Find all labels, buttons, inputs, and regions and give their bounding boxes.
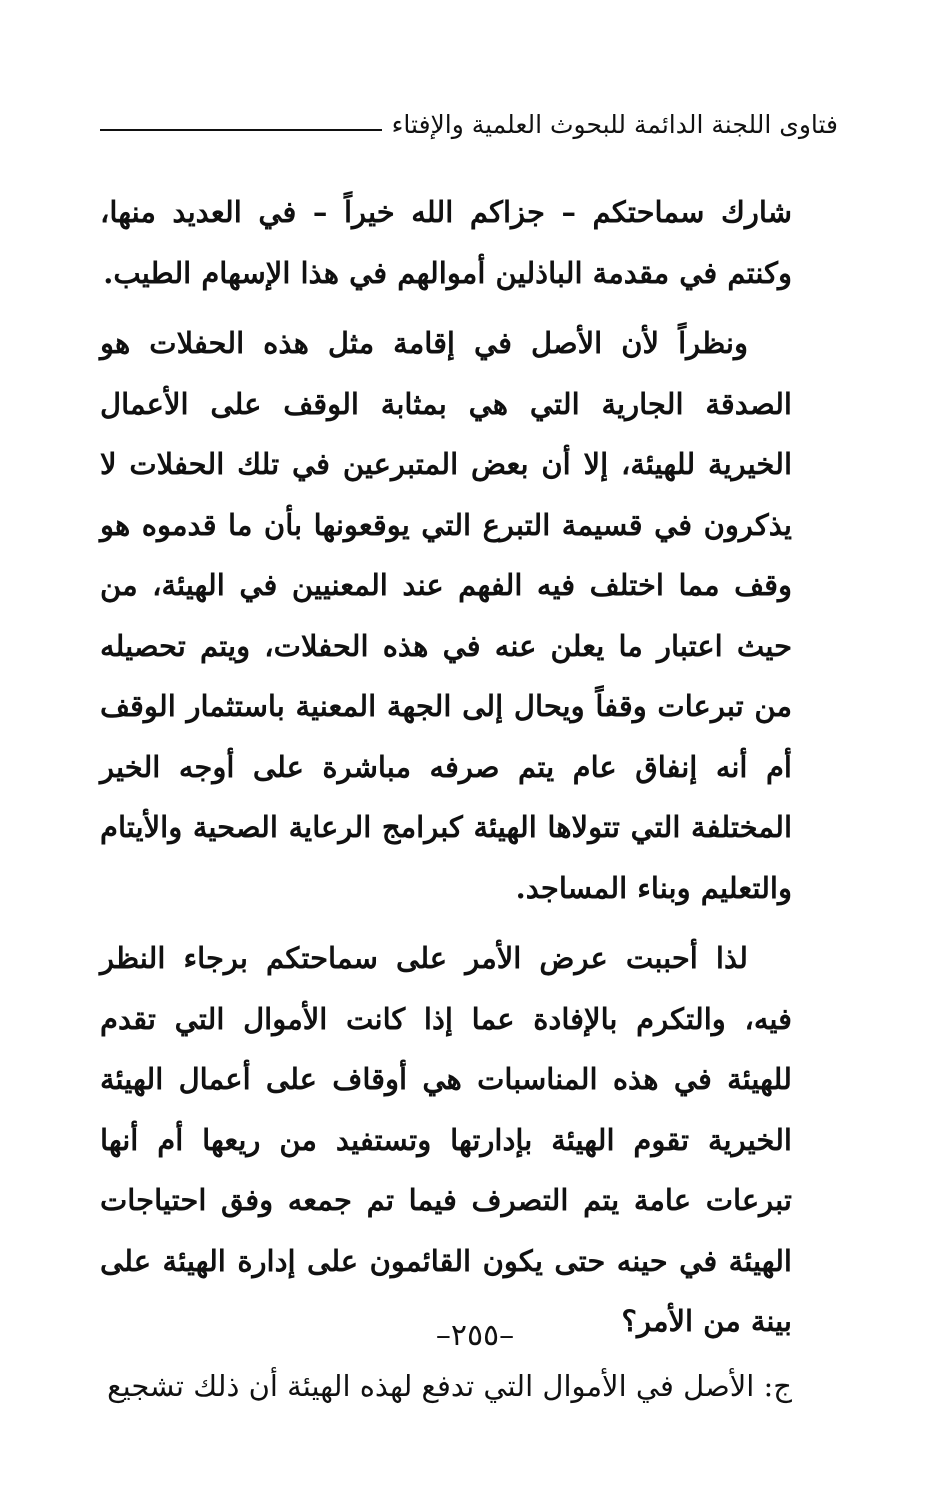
answer-paragraph: ج: الأصل في الأموال التي تدفع لهذه الهيئة أن ذلك تشجيع [107,1368,792,1403]
paragraph-2: ونظراً لأن الأصل في إقامة مثل هذه الحفلات هو الصدقة الجارية التي هي بمثابة الوقف على الأعمال الخيرية للهيئة، إلا أن بعض المتبرعين في تلك الحفلات لا يذكرون في قسيمة التبرع التي يوقعونها بأن ما قدموه هو وقف مما اختلف فيه الفهم عند المعنيين في الهيئة، من حيث اعتبار ما يعلن عنه في هذه الحفلات، ويتم تحصيله من تبرعات وقفاً ويحال إلى الجهة المعنية باستثمار الوقف أم أنه إنفاق عام يتم صرفه مباشرة على أوجه الخير المختلفة التي تتولاها الهيئة كبرامج الرعاية الصحية والأيتام والتعليم وبناء المساجد. [100,326,792,905]
header-title: فتاوى اللجنة الدائمة للبحوث العلمية والإفتاء [391,110,838,139]
page-number: –٢٥٥– [435,1318,515,1353]
running-header [100,112,838,137]
paragraph-1: شارك سماحتكم – جزاكم الله خيراً – في العديد منها، وكنتم في مقدمة الباذلين أموالهم في هذا الإسهام الطيب. [100,195,792,290]
body-text [100,182,792,1416]
header-rule [100,129,382,131]
paragraph-3: لذا أحببت عرض الأمر على سماحتكم برجاء النظر فيه، والتكرم بالإفادة عما إذا كانت الأموال التي تقدم للهيئة في هذه المناسبات هي أوقاف على أعمال الهيئة الخيرية تقوم الهيئة بإدارتها وتستفيد من ريعها أم أنها تبرعات عامة يتم التصرف فيما تم جمعه وفق احتياجات الهيئة في حينه حتى يكون القائمون على إدارة الهيئة على بينة من الأمر؟ [100,941,792,1338]
